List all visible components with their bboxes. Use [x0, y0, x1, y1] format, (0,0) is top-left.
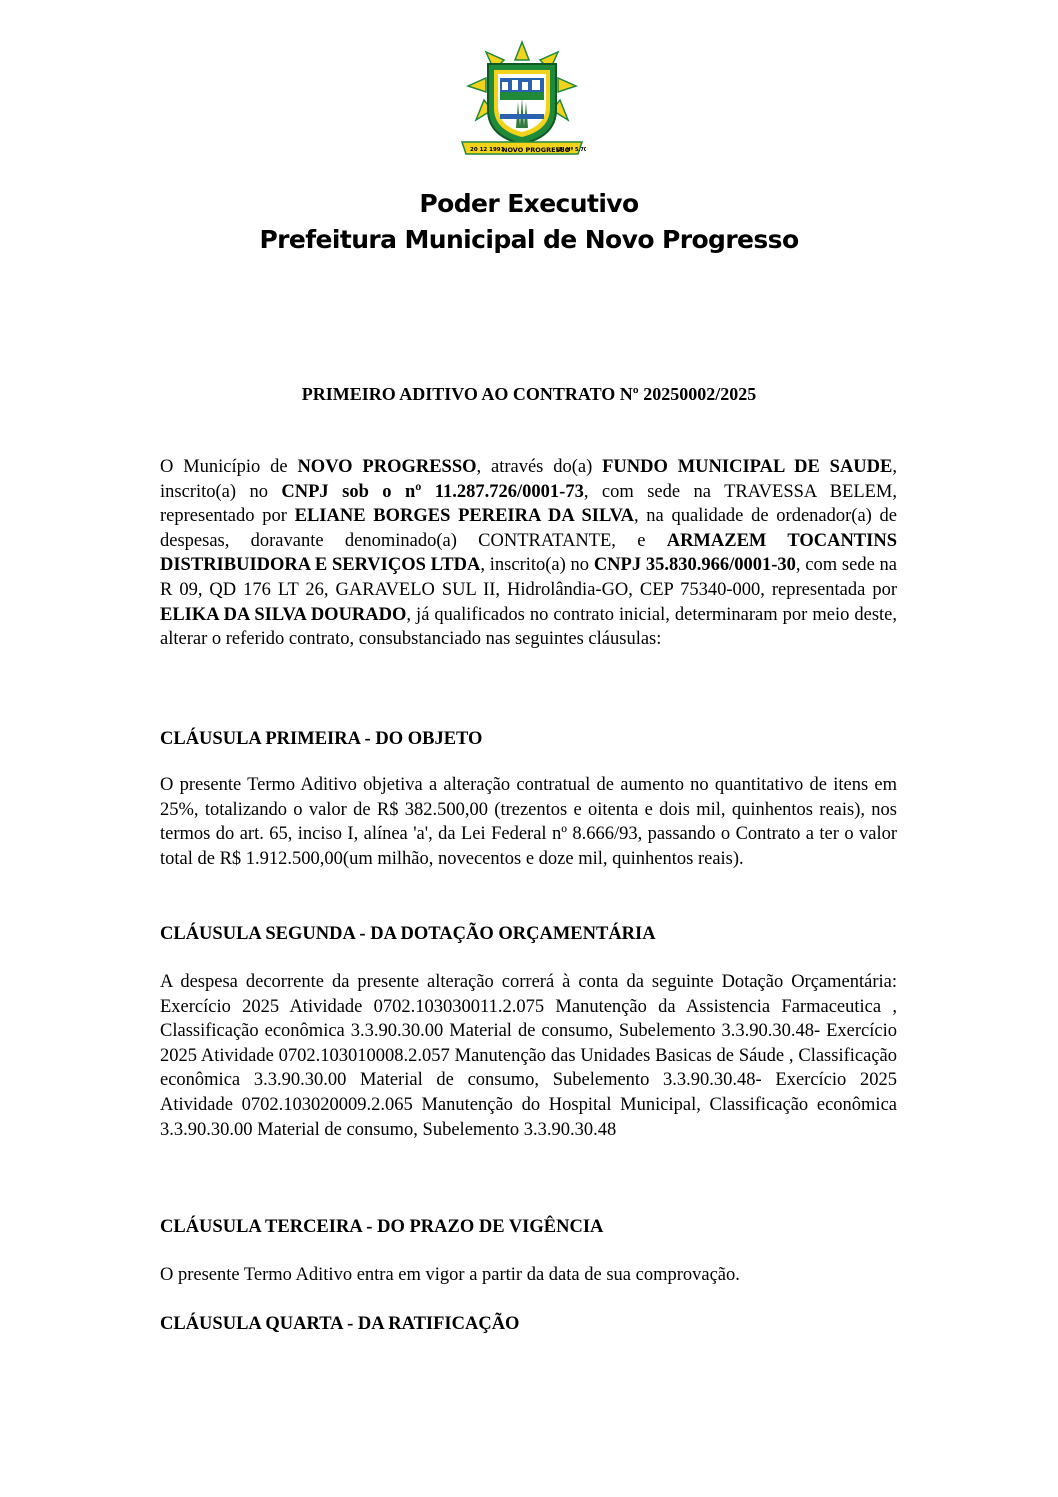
document-title: PRIMEIRO ADITIVO AO CONTRATO Nº 20250002/2025: [301, 384, 757, 404]
cnpj-orgao: CNPJ sob o nº 11.287.726/0001-73: [281, 481, 584, 502]
orgao-name: FUNDO MUNICIPAL DE SAUDE: [602, 457, 893, 477]
cnpj-contratada: CNPJ 35.830.966/0001-30: [593, 555, 796, 576]
clause-2-heading: CLÁUSULA SEGUNDA - DA DOTAÇÃO ORÇAMENTÁRIA: [160, 924, 656, 944]
clause-3-heading: CLÁUSULA TERCEIRA - DO PRAZO DE VIGÊNCIA: [160, 1217, 604, 1237]
rep-contratada-name: ELIKA DA SILVA DOURADO: [160, 604, 407, 625]
page-header: [0, 186, 1058, 258]
clause-2-text: A despesa decorrente da presente alteração correrá à conta da seguinte Dotação Orçamentária: Exercício 2025 Atividade 0702.103030011.2.075 Manutenção da Assistencia Farmaceutica , Classificação econômica 3.3.90.30.00 Material de consumo, Subelemento 3.3.90.30.48- Exercício 2025 Atividade 0702.103010008.2.057 Manutenção das Unidades Basicas de Sáude , Classificação econômica 3.3.90.30.00 Material de consumo, Subelemento 3.3.90.30.48- Exercício 2025 Atividade 0702.103020009.2.065 Manutenção do Hospital Municipal, Classificação econômica 3.3.90.30.00 Material de consumo, Subelemento 3.3.90.30.48: [160, 972, 897, 1140]
municipio-name: NOVO PROGRESSO: [297, 457, 477, 477]
representante-name: ELIANE BORGES PEREIRA DA SILVA: [294, 506, 634, 527]
header-line-1: Poder Executivo: [419, 189, 639, 218]
clause-4-heading: CLÁUSULA QUARTA - DA RATIFICAÇÃO: [160, 1314, 520, 1334]
clause-3-text: O presente Termo Aditivo entra em vigor a partir da data de sua comprovação.: [160, 1265, 740, 1285]
crest-ribbon-law: LEI Nº 5.70: [556, 147, 586, 153]
municipal-crest-icon: [458, 40, 586, 158]
crest-ribbon-date: 20 12 1991: [470, 147, 505, 153]
clause-1-heading: CLÁUSULA PRIMEIRA - DO OBJETO: [160, 729, 483, 749]
crest-ribbon-name: NOVO PROGRESSO: [502, 146, 571, 154]
header-line-2: Prefeitura Municipal de Novo Progresso: [259, 225, 799, 254]
intro-paragraph: O Município de NOVO PROGRESSO, através do(a) FUNDO MUNICIPAL DE SAUDE, inscrito(a) no CNPJ sob o nº 11.287.726/0001-73, com sede na TRAVESSA BELEM, representado por ELIANE BORGES PEREIRA DA SILVA, na qualidade de ordenador(a) de despesas, doravante denominado(a) CONTRATANTE, e ARMAZEM TOCANTINS DISTRIBUIDORA E SERVIÇOS LTDA, inscrito(a) no CNPJ 35.830.966/0001-30, com sede na R 09, QD 176 LT 26, GARAVELO SUL II, Hidrolândia-GO, CEP 75340-000, representada por ELIKA DA SILVA DOURADO, já qualificados no contrato inicial, determinaram por meio deste, alterar o referido contrato, consubstanciado nas seguintes cláusulas:: [160, 457, 898, 650]
clause-1-text: O presente Termo Aditivo objetiva a alteração contratual de aumento no quantitativo de itens em 25%, totalizando o valor de R$ 382.500,00 (trezentos e oitenta e dois mil, quinhentos reais), nos termos do art. 65, inciso I, alínea 'a', da Lei Federal nº 8.666/93, passando o Contrato a ter o valor total de R$ 1.912.500,00(um milhão, novecentos e doze mil, quinhentos reais).: [160, 775, 897, 869]
contratada-name: ARMAZEM TOCANTINS DISTRIBUIDORA E SERVIÇOS LTDA: [160, 530, 897, 576]
